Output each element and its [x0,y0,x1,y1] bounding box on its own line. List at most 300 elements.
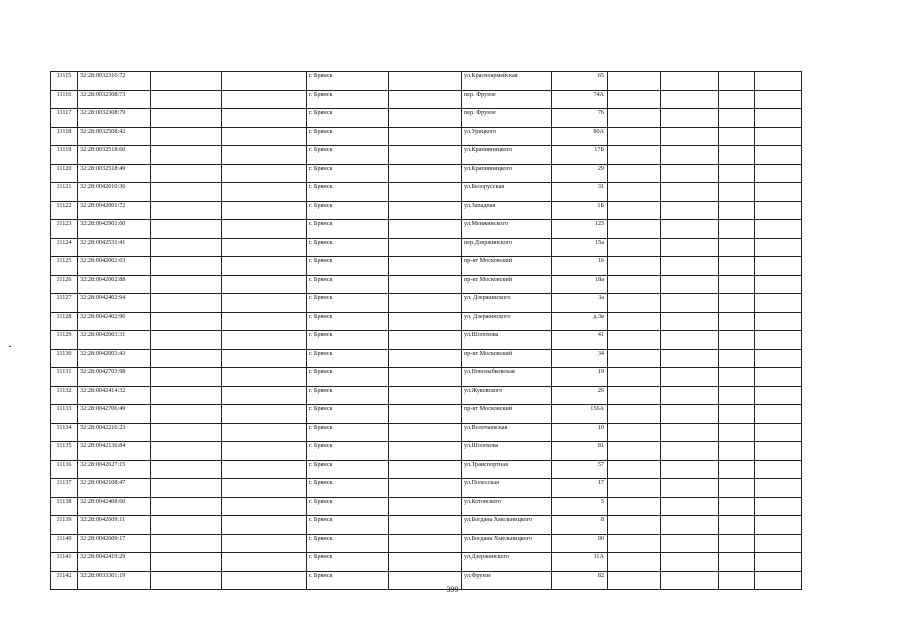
cell-empty [151,368,222,387]
table-row [51,90,802,109]
cell-number: 11137 [51,479,78,498]
cell-city: г. Брянск [307,553,389,572]
cell-empty [719,497,755,516]
table-row [51,164,802,183]
cell-empty [222,275,307,294]
cell-street: пр-кт Московский [462,405,552,424]
cell-cadastral-number: 32:28:0032316:72 [78,72,151,91]
cell-cadastral-number: 32:28:0032518:49 [78,164,151,183]
page-number: 399 [446,585,459,594]
cell-empty [755,423,802,442]
cell-empty [719,368,755,387]
cell-house: 123 [552,220,608,239]
table-row [51,257,802,276]
cell-street: пр-кт Московский [462,349,552,368]
cell-city: г. Брянск [307,571,389,590]
cell-empty [661,312,719,331]
cell-city: г. Брянск [307,386,389,405]
cell-house: 29 [552,164,608,183]
cell-empty [151,331,222,350]
cell-empty [151,553,222,572]
cell-number: 11132 [51,386,78,405]
cell-empty [222,127,307,146]
cell-number: 11120 [51,164,78,183]
cell-street: ул. Дзержинского [462,312,552,331]
cell-empty [719,220,755,239]
cell-empty [661,386,719,405]
cell-empty [719,516,755,535]
cell-city: г. Брянск [307,423,389,442]
cell-empty [389,405,462,424]
cell-empty [755,127,802,146]
cell-cadastral-number: 32:28:0042136:84 [78,442,151,461]
cell-street: ул.Крапивницкого [462,146,552,165]
cell-empty [608,368,661,387]
cell-empty [719,257,755,276]
cell-house: 5 [552,497,608,516]
cell-empty [389,516,462,535]
cell-number: 11117 [51,109,78,128]
cell-empty [755,331,802,350]
cell-city: г. Брянск [307,331,389,350]
cell-empty [608,497,661,516]
cell-number: 11121 [51,183,78,202]
cell-number: 11133 [51,405,78,424]
cell-empty [389,442,462,461]
cell-city: г. Брянск [307,312,389,331]
cell-house: 3а [552,294,608,313]
cell-number: 11139 [51,516,78,535]
cell-cadastral-number: 32:28:0042402:94 [78,294,151,313]
cell-house: 57 [552,460,608,479]
cell-empty [661,405,719,424]
cell-empty [608,479,661,498]
table-row [51,423,802,442]
cell-street: ул.Котовского [462,497,552,516]
cell-empty [222,553,307,572]
cell-empty [389,257,462,276]
cell-number: 11130 [51,349,78,368]
cell-cadastral-number: 32:28:0042901:60 [78,220,151,239]
cell-street: ул.Урицкого [462,127,552,146]
cell-empty [389,164,462,183]
cell-empty [389,460,462,479]
cell-empty [608,534,661,553]
cell-street: ул. Дзержинского [462,294,552,313]
cell-city: г. Брянск [307,183,389,202]
cell-empty [608,90,661,109]
cell-house: 31 [552,183,608,202]
cell-house: 8 [552,516,608,535]
cell-empty [719,90,755,109]
cell-city: г. Брянск [307,146,389,165]
cell-house: 15а [552,238,608,257]
cell-empty [661,516,719,535]
cell-house: 26 [552,386,608,405]
cell-cadastral-number: 32:28:0033301:19 [78,571,151,590]
cell-cadastral-number: 32:28:0042408:60 [78,497,151,516]
cell-empty [151,386,222,405]
cell-empty [222,349,307,368]
cell-empty [151,275,222,294]
cell-city: г. Брянск [307,90,389,109]
cell-city: г. Брянск [307,275,389,294]
cell-number: 11134 [51,423,78,442]
table-row [51,442,802,461]
cell-number: 11124 [51,238,78,257]
cell-street: ул.Полесская [462,479,552,498]
cell-empty [719,534,755,553]
cell-empty [661,294,719,313]
cell-empty [389,386,462,405]
cell-street: ул.Менжинского [462,220,552,239]
cell-empty [151,183,222,202]
cell-empty [719,442,755,461]
cell-empty [151,423,222,442]
cell-street: ул.Транспортная [462,460,552,479]
cell-empty [661,423,719,442]
cell-street: ул.Богдана Хмельницкого [462,534,552,553]
cell-cadastral-number: 32:28:0042609:11 [78,516,151,535]
cell-number: 11126 [51,275,78,294]
cell-empty [222,109,307,128]
cell-house: 76 [552,109,608,128]
cell-number: 11115 [51,72,78,91]
cell-number: 11116 [51,90,78,109]
cell-empty [222,479,307,498]
cell-empty [222,331,307,350]
cell-empty [151,201,222,220]
cell-empty [661,275,719,294]
cell-empty [755,220,802,239]
cell-number: 11131 [51,368,78,387]
cell-empty [608,294,661,313]
table-row [51,312,802,331]
cell-cadastral-number: 32:28:0032508:42 [78,127,151,146]
cell-empty [151,90,222,109]
cell-empty [151,534,222,553]
cell-city: г. Брянск [307,72,389,91]
cell-cadastral-number: 32:28:0042706:49 [78,405,151,424]
cell-empty [755,442,802,461]
cell-empty [719,201,755,220]
cell-empty [151,460,222,479]
cell-empty [151,127,222,146]
cell-city: г. Брянск [307,257,389,276]
cell-empty [389,238,462,257]
cell-number: 11128 [51,312,78,331]
cell-cadastral-number: 32:28:0042414:32 [78,386,151,405]
cell-empty [719,146,755,165]
cell-empty [661,238,719,257]
cell-empty [222,90,307,109]
cell-empty [389,146,462,165]
cell-empty [222,368,307,387]
cell-empty [222,405,307,424]
cell-empty [661,460,719,479]
cell-empty [222,516,307,535]
cell-empty [755,109,802,128]
cell-empty [608,460,661,479]
cell-empty [151,497,222,516]
table-row [51,331,802,350]
cell-empty [222,146,307,165]
cell-street: пер.Дзержинского [462,238,552,257]
cell-city: г. Брянск [307,164,389,183]
cell-empty [151,516,222,535]
cell-empty [755,238,802,257]
cell-empty [389,90,462,109]
cell-empty [151,442,222,461]
cell-empty [755,368,802,387]
table-row [51,238,802,257]
cell-cadastral-number: 32:28:0042002:88 [78,275,151,294]
cell-empty [389,312,462,331]
cell-empty [389,423,462,442]
cell-empty [608,442,661,461]
cell-empty [389,553,462,572]
cell-empty [719,183,755,202]
cell-number: 11118 [51,127,78,146]
cell-empty [222,220,307,239]
cell-cadastral-number: 32:28:0042627:15 [78,460,151,479]
cell-empty [719,164,755,183]
cell-empty [661,257,719,276]
table-row [51,534,802,553]
cell-house: 17Б [552,146,608,165]
cell-empty [151,220,222,239]
cell-city: г. Брянск [307,405,389,424]
cell-city: г. Брянск [307,368,389,387]
cell-number: 11123 [51,220,78,239]
cell-empty [608,164,661,183]
table-row [51,405,802,424]
cell-cadastral-number: 32:28:0042216:23 [78,423,151,442]
cell-empty [389,331,462,350]
cell-empty [755,275,802,294]
cell-empty [389,368,462,387]
cell-house: 74А [552,90,608,109]
cell-empty [222,442,307,461]
cell-empty [755,349,802,368]
cell-empty [719,349,755,368]
cell-empty [719,553,755,572]
cell-empty [151,405,222,424]
register-table-wrapper [50,71,802,590]
cell-city: г. Брянск [307,109,389,128]
cell-empty [389,109,462,128]
table-row [51,516,802,535]
cell-empty [389,72,462,91]
cell-empty [389,294,462,313]
cell-empty [719,331,755,350]
cell-empty [755,497,802,516]
cell-empty [719,294,755,313]
cell-empty [222,72,307,91]
cell-street: ул.Новозыбковская [462,368,552,387]
cell-empty [151,479,222,498]
stray-mark [9,346,11,347]
cell-empty [719,423,755,442]
cell-empty [222,164,307,183]
cell-empty [661,534,719,553]
cell-street: ул.Жуковского [462,386,552,405]
cell-empty [755,516,802,535]
cell-empty [755,146,802,165]
table-row [51,460,802,479]
cell-empty [661,553,719,572]
cell-empty [719,479,755,498]
cell-street: ул.Шолохова [462,331,552,350]
cell-empty [222,201,307,220]
table-row [51,349,802,368]
cell-street: пер. Фрунзе [462,90,552,109]
cell-empty [608,553,661,572]
cell-empty [755,312,802,331]
cell-empty [661,220,719,239]
table-row [51,72,802,91]
cell-empty [151,238,222,257]
cell-street: пер. Фрунзе [462,109,552,128]
cell-house: 34 [552,349,608,368]
table-row [51,183,802,202]
cell-empty [608,386,661,405]
cell-city: г. Брянск [307,479,389,498]
cell-empty [389,349,462,368]
cell-street: ул.Богдана Хмельницкого [462,516,552,535]
cell-city: г. Брянск [307,534,389,553]
cell-house: 82 [552,571,608,590]
table-row [51,201,802,220]
cell-empty [661,127,719,146]
cell-street: пр-кт Московский [462,257,552,276]
cell-empty [755,294,802,313]
table-row [51,109,802,128]
cell-cadastral-number: 32:28:0042010:36 [78,183,151,202]
cell-empty [608,109,661,128]
cell-house: 16 [552,257,608,276]
cell-street: ул.Фрунзе [462,571,552,590]
cell-cadastral-number: 32:28:0032518:60 [78,146,151,165]
cell-number: 11135 [51,442,78,461]
cell-cadastral-number: 32:28:0032308:73 [78,90,151,109]
cell-city: г. Брянск [307,238,389,257]
cell-city: г. Брянск [307,516,389,535]
cell-empty [608,72,661,91]
cell-city: г. Брянск [307,127,389,146]
table-row [51,275,802,294]
cell-empty [719,72,755,91]
cell-street: ул.Шолохова [462,442,552,461]
cell-empty [719,312,755,331]
cell-street: ул.Волочаевская [462,423,552,442]
table-row [51,127,802,146]
cell-empty [661,146,719,165]
table-row [51,553,802,572]
cell-house: 19 [552,368,608,387]
cell-empty [151,257,222,276]
cell-empty [755,72,802,91]
cell-empty [151,164,222,183]
cell-empty [661,349,719,368]
cell-empty [755,479,802,498]
cell-house: 90 [552,534,608,553]
cell-empty [389,183,462,202]
cell-empty [222,238,307,257]
cell-empty [719,405,755,424]
cell-empty [755,460,802,479]
cell-number: 11127 [51,294,78,313]
cell-city: г. Брянск [307,201,389,220]
cell-city: г. Брянск [307,442,389,461]
cell-empty [719,238,755,257]
cell-cadastral-number: 32:28:0042003:31 [78,331,151,350]
cell-empty [222,460,307,479]
table-row [51,386,802,405]
cell-house: 18а [552,275,608,294]
cell-empty [755,201,802,220]
cell-house: д.3в [552,312,608,331]
cell-empty [755,405,802,424]
cell-street: пр-кт Московский [462,275,552,294]
table-row [51,146,802,165]
cell-empty [755,534,802,553]
cell-empty [608,331,661,350]
cell-empty [222,497,307,516]
cell-cadastral-number: 32:28:0042402:96 [78,312,151,331]
cell-house: 1Б [552,201,608,220]
cell-house: 10 [552,423,608,442]
cell-cadastral-number: 32:28:0042108:47 [78,479,151,498]
cell-house: 17 [552,479,608,498]
cell-city: г. Брянск [307,220,389,239]
cell-number: 11141 [51,553,78,572]
cell-empty [661,164,719,183]
cell-house: 41 [552,331,608,350]
cell-cadastral-number: 32:28:0042531:41 [78,238,151,257]
cell-cadastral-number: 32:28:0042609:17 [78,534,151,553]
cell-empty [151,72,222,91]
cell-empty [608,146,661,165]
cell-empty [661,331,719,350]
cell-empty [719,275,755,294]
cell-city: г. Брянск [307,294,389,313]
cell-empty [661,109,719,128]
cell-number: 11142 [51,571,78,590]
cell-empty [755,164,802,183]
cell-city: г. Брянск [307,497,389,516]
cell-empty [661,442,719,461]
table-row [51,220,802,239]
cell-empty [151,146,222,165]
cell-empty [151,109,222,128]
cell-street: ул.Белорусская [462,183,552,202]
cell-empty [755,183,802,202]
cell-cadastral-number: 32:28:0042002:63 [78,257,151,276]
table-row [51,479,802,498]
cell-empty [608,257,661,276]
cell-street: ул.Западная [462,201,552,220]
cell-house: 81 [552,442,608,461]
cell-empty [608,127,661,146]
table-row [51,497,802,516]
cell-number: 11129 [51,331,78,350]
cell-empty [151,294,222,313]
cell-empty [389,220,462,239]
cell-empty [608,405,661,424]
cell-cadastral-number: 32:28:0042703:98 [78,368,151,387]
cell-empty [151,349,222,368]
